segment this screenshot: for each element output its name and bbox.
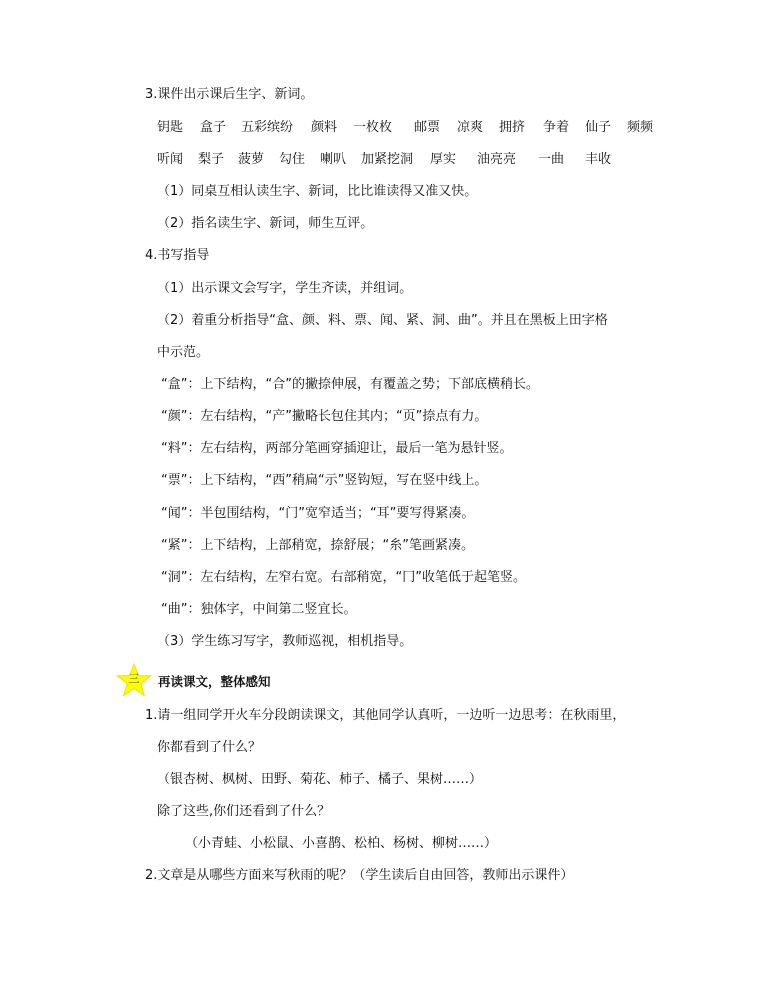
vocab-word: 五彩缤纷 bbox=[241, 120, 294, 135]
item4-step1: （1）出示课文会写字，学生齐读，并组词。 bbox=[157, 281, 413, 296]
section-number: 三 bbox=[128, 672, 140, 685]
q1-answer: （银杏树、枫树、田野、菊花、柿子、橘子、果树……） bbox=[157, 772, 483, 787]
item3-step1: （1）同桌互相认读生字、新词，比比谁读得又准又快。 bbox=[157, 184, 478, 199]
char-analysis-line: “曲”：独体字，中间第二竖宜长。 bbox=[161, 602, 357, 617]
char-analysis-line: “洞”：左右结构，左窄右宽。右部稍宽，“冂”收笔低于起笔竖。 bbox=[161, 570, 526, 585]
vocab-word: 凉爽 bbox=[457, 120, 484, 135]
section-star-icon bbox=[116, 663, 152, 697]
vocab-word: 丰收 bbox=[585, 152, 612, 167]
vocab-word: 钥匙 bbox=[157, 120, 184, 135]
q2: 2.文章是从哪些方面来写秋雨的呢？（学生读后自由回答，教师出示课件） bbox=[145, 868, 574, 883]
item4-step3: （3）学生练习写字，教师巡视，相机指导。 bbox=[157, 634, 413, 649]
q1-line2: 你都看到了什么？ bbox=[157, 740, 262, 755]
vocab-word: 喇叭 bbox=[320, 152, 347, 167]
char-analysis-line: “颜”：左右结构，“产”撇略长包住其内；“页”捺点有力。 bbox=[161, 409, 488, 424]
char-analysis-line: “闻”：半包围结构，“门”宽窄适当；“耳”要写得紧凑。 bbox=[161, 506, 475, 521]
item4-step2-line1: （2）着重分析指导“盒、颜、料、票、闻、紧、洞、曲”。并且在黑板上田字格 bbox=[157, 313, 608, 328]
vocab-word: 频频 bbox=[627, 120, 654, 135]
item3-step2: （2）指名读生字、新词，师生互评。 bbox=[157, 216, 374, 231]
q1-line1: 1.请一组同学开火车分段朗读课文，其他同学认真听，一边听一边思考：在秋雨里， bbox=[145, 708, 626, 723]
item4-step2-line2: 中示范。 bbox=[157, 345, 210, 360]
vocab-word: 油亮亮 bbox=[477, 152, 517, 167]
vocab-word: 仙子 bbox=[585, 120, 612, 135]
q1-followup: 除了这些,你们还看到了什么？ bbox=[157, 804, 331, 819]
vocab-word: 梨子 bbox=[198, 152, 225, 167]
char-analysis-line: “盒”：上下结构，“合”的撇捺伸展，有覆盖之势；下部底横稍长。 bbox=[161, 377, 539, 392]
vocab-word: 菠萝 bbox=[238, 152, 265, 167]
vocab-word: 颜料 bbox=[311, 120, 338, 135]
vocab-word: 一曲 bbox=[538, 152, 565, 167]
vocab-word: 厚实 bbox=[430, 152, 457, 167]
vocab-word: 勾住 bbox=[279, 152, 306, 167]
vocab-word: 邮票 bbox=[414, 120, 441, 135]
item3-heading: 3.课件出示课后生字、新词。 bbox=[145, 87, 314, 102]
char-analysis-line: “紧”：上下结构，上部稍宽，捺舒展；“糸”笔画紧凑。 bbox=[161, 538, 474, 553]
vocab-word: 一枚枚 bbox=[353, 120, 393, 135]
vocab-word: 加紧挖洞 bbox=[361, 152, 414, 167]
section-title: 再读课文，整体感知 bbox=[158, 674, 271, 689]
char-analysis-line: “票”：上下结构，“西”稍扁“示”竖钩短，写在竖中线上。 bbox=[161, 473, 488, 488]
char-analysis-line: “料”：左右结构，两部分笔画穿插迎让，最后一笔为悬针竖。 bbox=[161, 441, 513, 456]
vocab-word: 争着 bbox=[543, 120, 570, 135]
vocab-word: 听闻 bbox=[157, 152, 184, 167]
vocab-word: 盒子 bbox=[200, 120, 227, 135]
item4-heading: 4.书写指导 bbox=[145, 248, 210, 263]
q1-answer2: （小青蛙、小松鼠、小喜鹊、松柏、杨树、柳树……） bbox=[185, 836, 498, 851]
vocab-word: 拥挤 bbox=[499, 120, 526, 135]
